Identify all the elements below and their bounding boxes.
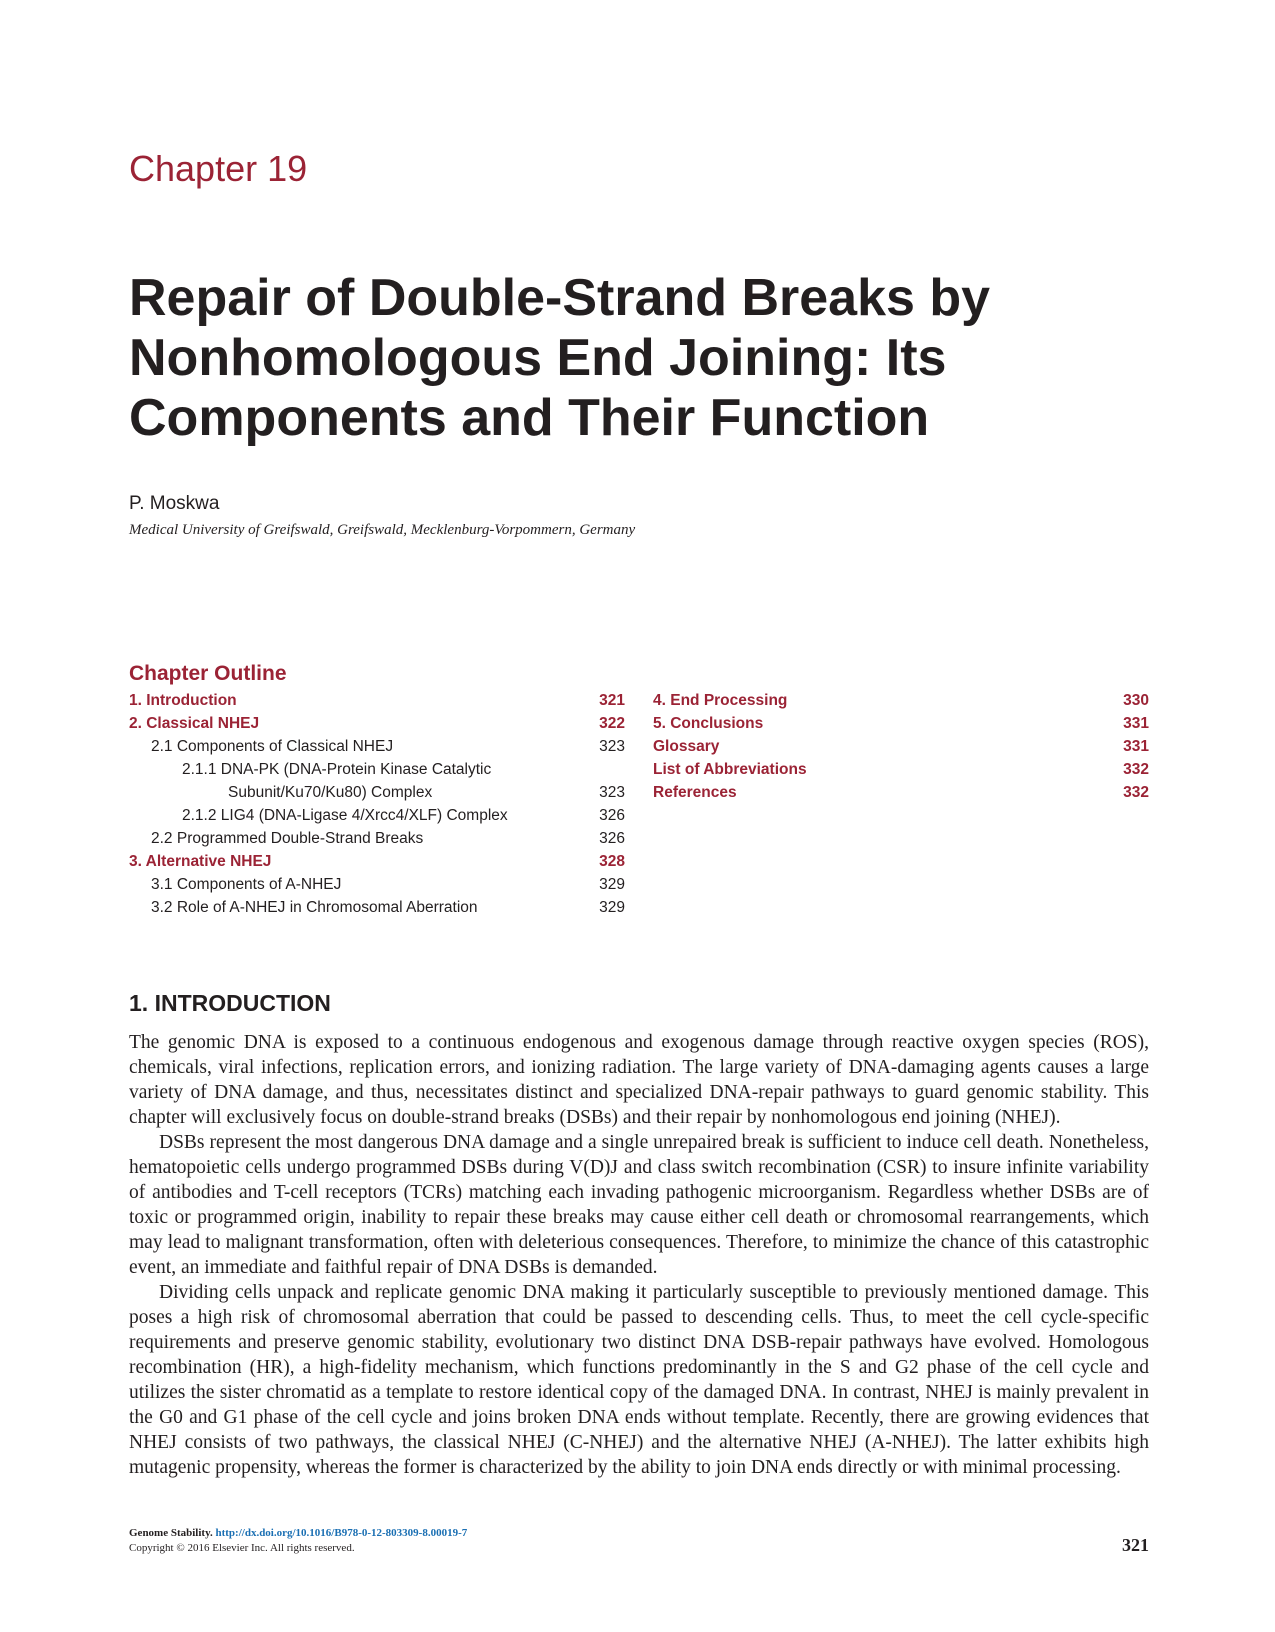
toc-entry-page: 330 <box>1123 692 1149 709</box>
toc-entry-references[interactable] <box>653 781 1149 804</box>
toc-entry-dna-pk-complex[interactable] <box>129 758 625 781</box>
toc-entry-title: 3.1 Components of A-NHEJ <box>151 876 342 893</box>
toc-entry-components-a-nhej[interactable] <box>129 873 625 896</box>
toc-entry-page: 332 <box>1123 761 1149 778</box>
toc-entry-title: 2.1.2 LIG4 (DNA-Ligase 4/Xrcc4/XLF) Complex <box>182 807 508 824</box>
body-paragraph: Dividing cells unpack and replicate genomic DNA making it particularly susceptible to previously mentioned damage. This poses a high risk of chromosomal aberration that could be passed to descending cells. Thus, to meet the cell cycle-specific requirements and preserve genomic stability, evolutionary two distinct DNA DSB-repair pathways have evolved. Homologous recombination (HR), a high-fidelity mechanism, which functions predominantly in the S and G2 phase of the cell cycle and utilizes the sister chromatid as a template to restore identical copy of the damaged DNA. In contrast, NHEJ is mainly prevalent in the G0 and G1 phase of the cell cycle and joins broken DNA ends without template. Recently, there are growing evidences that NHEJ consists of two pathways, the classical NHEJ (C-NHEJ) and the alternative NHEJ (A-NHEJ). The latter exhibits high mutagenic propensity, whereas the former is characterized by the ability to join DNA ends directly or with minimal processing. <box>129 1282 1149 1478</box>
body-paragraph: The genomic DNA is exposed to a continuous endogenous and exogenous damage through reactive oxygen species (ROS), chemicals, viral infections, replication errors, and ionizing radiation. The large variety of DNA-damaging agents causes a large variety of DNA damage, and thus, necessitates distinct and specialized DNA-repair pathways to guard genomic stability. This chapter will exclusively focus on double-strand breaks (DSBs) and their repair by nonhomologous end joining (NHEJ). <box>129 1032 1149 1128</box>
toc-entry-title: 2.2 Programmed Double-Strand Breaks <box>151 830 424 847</box>
toc-entry-conclusions[interactable] <box>653 712 1149 735</box>
toc-entry-title: List of Abbreviations <box>653 761 807 778</box>
toc-entry-dna-pk-complex-continued[interactable] <box>129 781 625 804</box>
footer-doi-link[interactable]: http://dx.doi.org/10.1016/B978-0-12-803309-8.00019-7 <box>215 1527 468 1539</box>
toc-entry-title: 3. Alternative NHEJ <box>129 853 272 870</box>
author-affiliation: Medical University of Greifswald, Greifswald, Mecklenburg-Vorpommern, Germany <box>129 522 636 538</box>
toc-entry-page: 331 <box>1123 738 1149 755</box>
toc-entry-page: 332 <box>1123 784 1149 801</box>
section-body <box>129 1030 1149 1480</box>
chapter-label: Chapter 19 <box>129 148 308 189</box>
title-line: Repair of Double-Strand Breaks by <box>129 269 991 327</box>
toc-entry-page: 323 <box>599 738 625 755</box>
chapter-outline-heading: Chapter Outline <box>129 662 287 685</box>
toc-entry-page: 328 <box>599 853 625 870</box>
toc-entry-classical-nhej[interactable] <box>129 712 625 735</box>
toc-entry-title: 5. Conclusions <box>653 715 764 732</box>
page-number: 321 <box>1122 1535 1149 1555</box>
toc-entry-abbreviations[interactable] <box>653 758 1149 781</box>
toc-entry-components-classical-nhej[interactable] <box>129 735 625 758</box>
toc-entry-page: 329 <box>599 899 625 916</box>
toc-entry-title: References <box>653 784 737 801</box>
chapter-outline-left-column <box>129 689 625 919</box>
toc-entry-lig4-complex[interactable] <box>129 804 625 827</box>
toc-entry-page: 331 <box>1123 715 1149 732</box>
page-footer <box>129 1526 467 1556</box>
author-name: P. Moskwa <box>129 493 220 514</box>
toc-entry-page: 322 <box>599 715 625 732</box>
toc-entry-title: 2.1.1 DNA-PK (DNA-Protein Kinase Catalytic <box>182 761 492 778</box>
toc-entry-page: 329 <box>599 876 625 893</box>
title-line: Nonhomologous End Joining: Its <box>129 329 947 387</box>
toc-entry-programmed-dsb[interactable] <box>129 827 625 850</box>
body-paragraph: DSBs represent the most dangerous DNA damage and a single unrepaired break is sufficient to induce cell death. Nonetheless, hematopoietic cells undergo programmed DSBs during V(D)J and class switch recombination (CSR) to insure infinite variability of antibodies and T-cell receptors (TCRs) matching each invading pathogenic microorganism. Regardless whether DSBs are of toxic or programmed origin, inability to repair these breaks may cause either cell death or chromosomal rearrangements, which may lead to malignant transformation, often with deleterious consequences. Therefore, to minimize the chance of this catastrophic event, an immediate and faithful repair of DNA DSBs is demanded. <box>129 1132 1149 1278</box>
toc-entry-title: Subunit/Ku70/Ku80) Complex <box>228 784 433 801</box>
chapter-title <box>129 268 1129 448</box>
toc-entry-title: 1. Introduction <box>129 692 237 709</box>
toc-entry-glossary[interactable] <box>653 735 1149 758</box>
toc-entry-end-processing[interactable] <box>653 689 1149 712</box>
footer-copyright: Copyright © 2016 Elsevier Inc. All rights reserved. <box>129 1542 355 1554</box>
toc-entry-page: 326 <box>599 807 625 824</box>
toc-entry-introduction[interactable] <box>129 689 625 712</box>
toc-entry-title: 2. Classical NHEJ <box>129 715 260 732</box>
toc-entry-title: 4. End Processing <box>653 692 788 709</box>
footer-citation-line <box>129 1526 467 1541</box>
toc-entry-title: Glossary <box>653 738 720 755</box>
toc-entry-page: 321 <box>599 692 625 709</box>
toc-entry-page: 326 <box>599 830 625 847</box>
toc-entry-role-a-nhej[interactable] <box>129 896 625 919</box>
toc-entry-page: 323 <box>599 784 625 801</box>
section-heading-introduction: 1. INTRODUCTION <box>129 990 331 1016</box>
toc-entry-title: 3.2 Role of A-NHEJ in Chromosomal Aberration <box>151 899 478 916</box>
toc-entry-alternative-nhej[interactable] <box>129 850 625 873</box>
footer-journal: Genome Stability. <box>129 1527 213 1539</box>
chapter-outline-right-column <box>653 689 1149 804</box>
toc-entry-title: 2.1 Components of Classical NHEJ <box>151 738 394 755</box>
title-line: Components and Their Function <box>129 389 930 447</box>
